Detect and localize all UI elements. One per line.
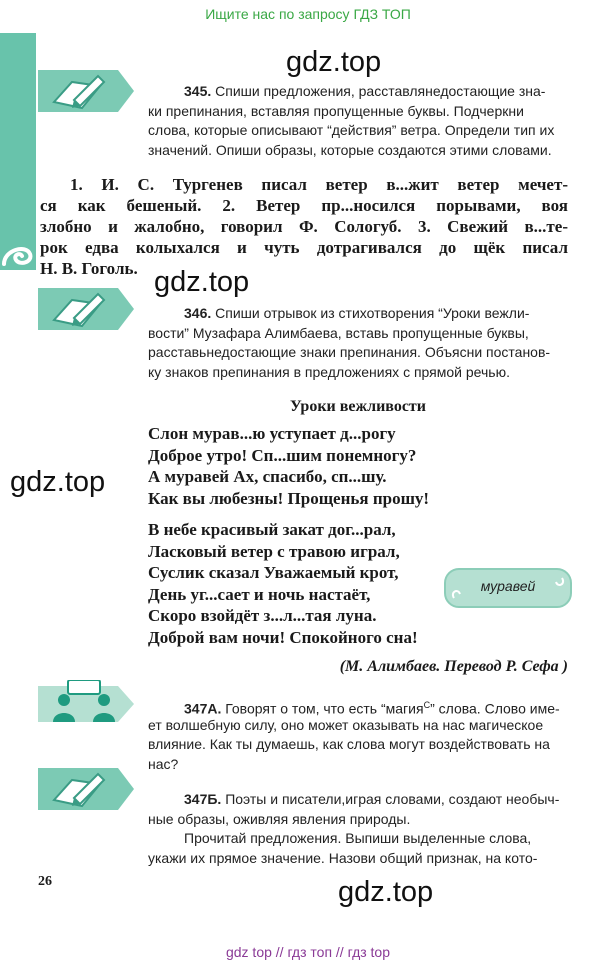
task-line: ку знаков препинания в предложениях с прямой речью.: [148, 363, 510, 380]
top-banner[interactable]: Ищите нас по запросу ГДЗ ТОП: [205, 6, 411, 22]
poem-line: Скоро взойдёт з...л...тая луна.: [148, 606, 377, 625]
poem-line: Слон мурав...ю уступает д...рогу: [148, 424, 396, 443]
task-line: значений. Опиши образы, которые создаются этими словами.: [148, 141, 552, 158]
poem-line: Доброе утро! Сп...шим понемногу?: [148, 445, 417, 465]
task-347b-number: 347Б.: [184, 791, 222, 807]
watermark: gdz.top: [286, 46, 382, 78]
task-line: Прочитай предложения. Выпиши выделенные слова,: [184, 830, 532, 846]
superscript: C: [423, 700, 431, 710]
exercise-line: ся как бешеный. 2. Ветер пр...носился порывами, воя: [40, 196, 568, 215]
watermark: gdz.top: [154, 266, 250, 298]
discussion-icon: [38, 680, 134, 722]
poem-line: Ласковый ветер с травою играл,: [148, 541, 400, 561]
exercise-line: 1. И. С. Тургенев писал ветер в...жит ветер мечет-: [70, 175, 568, 194]
task-line: вости” Музафара Алимбаева, вставь пропущенные буквы,: [148, 324, 529, 341]
task-line: влияние. Как ты думаешь, как слова могут воздействовать на: [148, 736, 550, 752]
page-number: 26: [38, 874, 52, 889]
poem-stanza-1: [148, 423, 429, 509]
task-346-first-line: [184, 304, 568, 324]
task-line: укажи их прямое значение. Назови общий признак, на кото-: [148, 849, 538, 866]
task-347a-text: Говорят о том, что есть “магия: [225, 700, 424, 717]
task-345-body: [148, 102, 568, 161]
bottom-banner[interactable]: gdz top // гдз топ // гдз top: [225, 944, 391, 960]
exercise-line: рок едва колыхался и чуть дотрагивался до щёк писал: [40, 238, 568, 257]
task-345-text: Спиши предложения, расставлянедостающие зна-: [215, 83, 546, 99]
task-347a-number: 347А.: [184, 700, 222, 717]
watermark: gdz.top: [10, 466, 106, 498]
task-347b-body: [148, 810, 568, 869]
pencil-paper-icon: [38, 768, 134, 810]
exercise-line: злобно и жалобно, говорил Ф. Сологуб. 3. Свежий в...те-: [40, 217, 568, 236]
task-line: ет волшебную силу, оно может оказывать на нас магическое: [148, 716, 544, 733]
poem-line: Как вы любезны! Прощенья прошу!: [148, 488, 430, 508]
task-346-text: Спиши отрывок из стихотворения “Уроки вежли-: [215, 305, 530, 321]
task-347a-body: [148, 716, 568, 775]
poem-line: День уг...сает и ночь настаёт,: [148, 584, 371, 604]
watermark: gdz.top: [338, 876, 434, 908]
task-346-body: [148, 324, 568, 383]
poem-line: Доброй вам ночи! Спокойного сна!: [148, 627, 418, 647]
task-347b-text: Поэты и писатели,играя словами, создают необыч-: [225, 791, 560, 807]
task-347a-text-cont: ” слова. Слово име-: [430, 700, 560, 717]
poem-author: (М. Алимбаев. Перевод Р. Сефа ): [339, 658, 568, 675]
task-347b-first-line: [184, 790, 568, 810]
poem-line: А муравей Ах, спасибо, сп...шу.: [148, 467, 387, 486]
task-line: ные образы, оживляя явления природы.: [148, 810, 411, 827]
task-line: слова, которые описывают “действия” ветра. Определи тип их: [148, 122, 555, 138]
task-345-first-line: [184, 82, 568, 102]
pencil-paper-icon: [38, 70, 134, 112]
vocabulary-word: муравей: [480, 578, 536, 594]
swirl-icon: [0, 220, 40, 270]
poem-title: Уроки вежливости: [289, 398, 426, 415]
pencil-paper-icon: [38, 288, 134, 330]
poem-line: Суслик сказал Уважаемый крот,: [148, 563, 399, 582]
task-346-number: 346.: [184, 305, 212, 321]
poem-stanza-2: [148, 519, 418, 648]
task-line: нас?: [148, 755, 179, 772]
task-line: расставьнедостающие знаки препинания. Объясни постанов-: [148, 344, 551, 360]
exercise-345-text: [40, 174, 568, 279]
poem-line: В небе красивый закат дог...рал,: [148, 520, 396, 539]
exercise-line: Н. В. Гоголь.: [40, 259, 138, 278]
task-line: ки препинания, вставляя пропущенные буквы. Подчеркни: [148, 102, 524, 119]
task-345-number: 345.: [184, 83, 212, 99]
